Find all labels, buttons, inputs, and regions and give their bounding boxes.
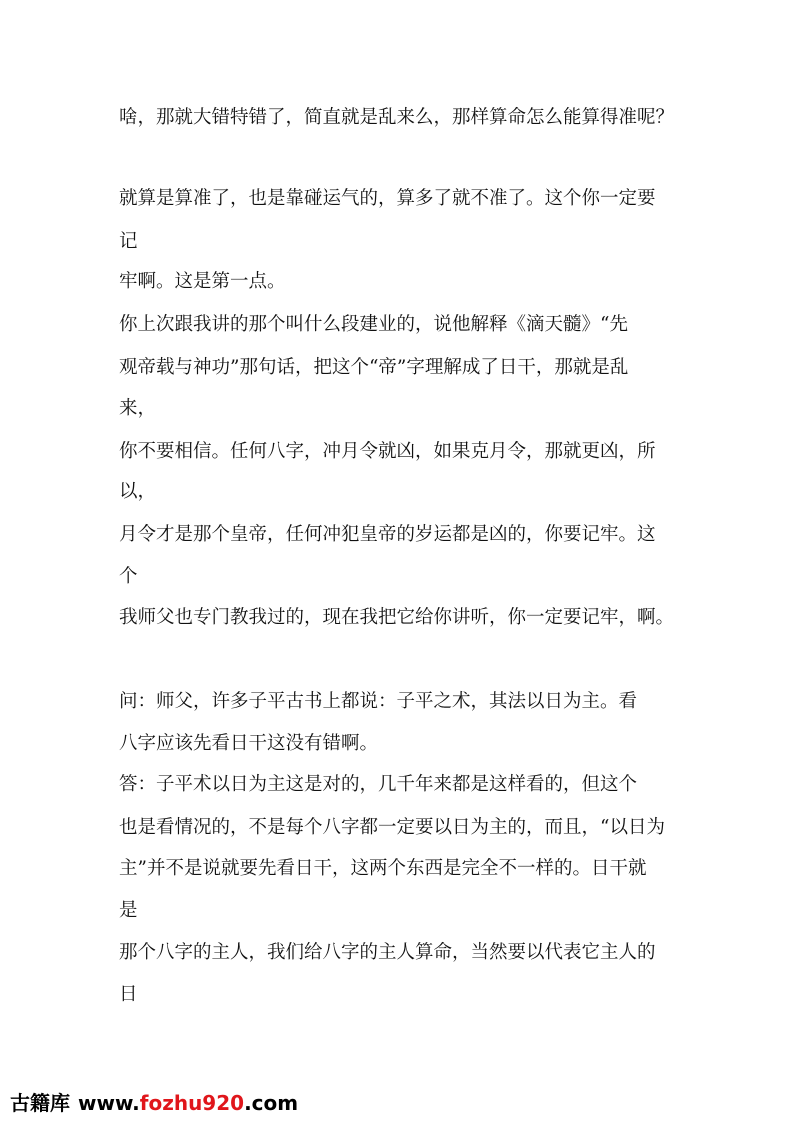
text-line: 你上次跟我讲的那个叫什么段建业的，说他解释《滴天髓》“先 — [119, 314, 628, 335]
footer-url-suffix: .com — [244, 1091, 299, 1115]
text-line: 记 — [119, 231, 138, 252]
text-line: 那个八字的主人，我们给八字的主人算命，当然要以代表它主人的 — [119, 942, 656, 963]
text-line: 是 — [119, 900, 138, 921]
text-line: 就算是算准了，也是靠碰运气的，算多了就不准了。这个你一定要 — [119, 188, 656, 209]
footer-site-name: 古籍库 — [10, 1091, 70, 1115]
text-line: 主”并不是说就要先看日干，这两个东西是完全不一样的。日干就 — [119, 858, 647, 879]
text-line: 啥，那就大错特错了，简直就是乱来么，那样算命怎么能算得准呢？ — [119, 107, 675, 128]
text-line: 日 — [119, 984, 138, 1005]
text-line: 以， — [119, 481, 157, 502]
text-line: 个 — [119, 566, 138, 587]
text-line: 问：师父，许多子平古书上都说：子平之术，其法以日为主。看 — [119, 691, 638, 712]
text-line: 八字应该先看日干这没有错啊。 — [119, 733, 379, 754]
text-line: 我师父也专门教我过的，现在我把它给你讲听，你一定要记牢，啊。 — [119, 607, 675, 628]
footer-url-brand: fozhu920 — [139, 1091, 245, 1115]
text-line: 观帝载与神功”那句话，把这个“帝”字理解成了日干，那就是乱 — [119, 357, 629, 378]
text-line: 来， — [119, 398, 157, 419]
text-line: 答：子平术以日为主这是对的，几千年来都是这样看的，但这个 — [119, 774, 638, 795]
footer-url-prefix: www. — [78, 1091, 140, 1115]
footer-watermark — [10, 1087, 298, 1115]
text-line: 牢啊。这是第一点。 — [119, 271, 286, 292]
text-line: 也是看情况的，不是每个八字都一定要以日为主的，而且，“以日为 — [119, 817, 665, 838]
text-line: 月令才是那个皇帝，任何冲犯皇帝的岁运都是凶的，你要记牢。这 — [119, 524, 656, 545]
text-line: 你不要相信。任何八字，冲月令就凶，如果克月令，那就更凶，所 — [119, 441, 656, 462]
